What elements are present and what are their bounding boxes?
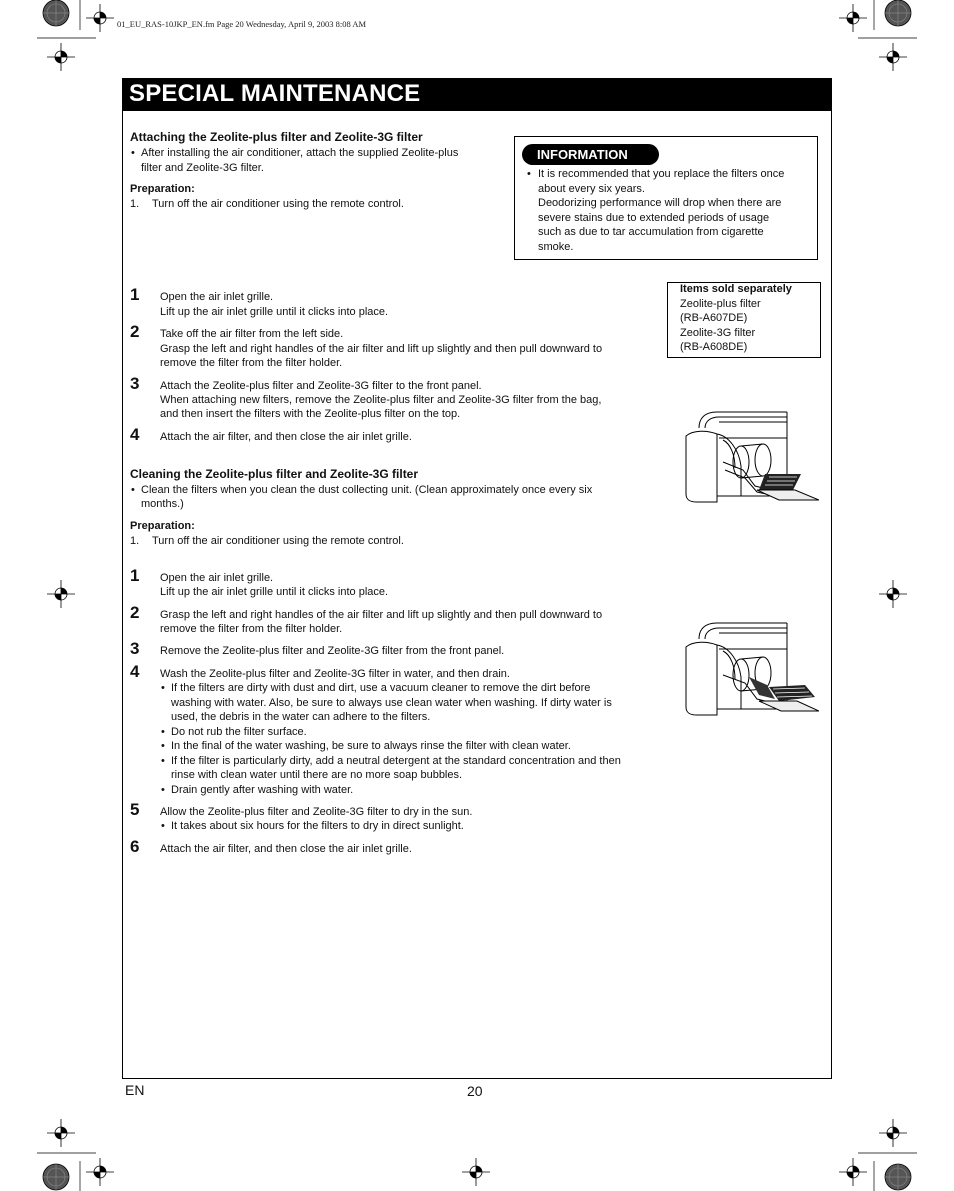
registration-circle-icon <box>885 1164 911 1190</box>
crosshair-icon <box>47 580 75 608</box>
section1-intro-line: After installing the air conditioner, attach the supplied Zeolite-plus <box>141 147 459 159</box>
info-line: smoke. <box>538 241 574 253</box>
info-line: severe stains due to extended periods of usage <box>538 212 770 224</box>
crosshair-icon <box>47 1119 75 1147</box>
info-line: It is recommended that you replace the filters once <box>538 168 785 180</box>
step-text: and then insert the filters with the Zeolite-plus filter on the top. <box>160 408 461 420</box>
bullet-glyph: • <box>527 168 531 180</box>
step-bullet-text: rinse with clean water until there are no more soap bubbles. <box>171 769 463 781</box>
step-bullet-text: If the filter is particularly dirty, add a neutral detergent at the standard concentration and then <box>171 755 621 767</box>
bullet-glyph: • <box>161 784 165 796</box>
section1-prep-text: Turn off the air conditioner using the remote control. <box>152 198 404 210</box>
step-number: 3 <box>130 639 140 658</box>
step-text: Attach the air filter, and then close the air inlet grille. <box>160 431 412 443</box>
items-sold-heading: Items sold separately <box>680 283 792 295</box>
step-text: Attach the Zeolite-plus filter and Zeolite-3G filter to the front panel. <box>160 380 482 392</box>
bullet-glyph: • <box>131 147 135 159</box>
crosshair-icon <box>86 1158 114 1186</box>
crosshair-icon <box>839 4 867 32</box>
step-text: Open the air inlet grille. <box>160 291 274 303</box>
bullet-glyph: • <box>131 484 135 496</box>
section2-intro-line: Clean the filters when you clean the dust collecting unit. (Clean approximately once every six <box>141 484 593 496</box>
file-header: 01_EU_RAS-10JKP_EN.fm Page 20 Wednesday, April 9, 2003 8:08 AM <box>117 19 367 29</box>
section1-intro-line: filter and Zeolite-3G filter. <box>141 162 264 174</box>
page-number: 20 <box>467 1083 483 1099</box>
step-number: 4 <box>130 425 140 444</box>
step-number: 2 <box>130 322 140 341</box>
bullet-glyph: • <box>161 682 165 694</box>
step-text: Attach the air filter, and then close the air inlet grille. <box>160 843 412 855</box>
bullet-glyph: • <box>161 726 165 738</box>
crosshair-icon <box>86 4 114 32</box>
step-text: remove the filter from the filter holder. <box>160 623 343 635</box>
step-bullet-text: used, the debris in the water can adhere to the filters. <box>171 711 431 723</box>
step-number: 4 <box>130 662 140 681</box>
step-number: 1 <box>130 285 140 304</box>
step-number: 2 <box>130 603 140 622</box>
crosshair-icon <box>47 43 75 71</box>
crosshair-icon <box>462 1158 490 1186</box>
registration-circle-icon <box>43 1164 69 1190</box>
step-text: Take off the air filter from the left side. <box>160 328 344 340</box>
bullet-glyph: • <box>161 820 165 832</box>
step-text: Lift up the air inlet grille until it clicks into place. <box>160 586 389 598</box>
air-conditioner-illustration <box>683 410 819 504</box>
section1-prep-label: Preparation: <box>130 183 195 195</box>
language-code: EN <box>125 1082 145 1098</box>
items-sold-line: Zeolite-3G filter <box>680 327 756 339</box>
crosshair-icon <box>879 43 907 71</box>
crosshair-icon <box>879 580 907 608</box>
info-line: Deodorizing performance will drop when there are <box>538 197 782 209</box>
title-bar <box>122 78 832 111</box>
step-text: Wash the Zeolite-plus filter and Zeolite-3G filter in water, and then drain. <box>160 668 510 680</box>
step-text: Grasp the left and right handles of the air filter and lift up slightly and then pull downward to <box>160 609 603 621</box>
step-bullet-text: Do not rub the filter surface. <box>171 726 307 738</box>
step-number: 6 <box>130 837 140 856</box>
page-title: SPECIAL MAINTENANCE <box>129 80 421 107</box>
crosshair-icon <box>879 1119 907 1147</box>
step-number: 3 <box>130 374 140 393</box>
section2-intro-line: months.) <box>141 498 184 510</box>
step-number: 1 <box>130 566 140 585</box>
step-bullet-text: It takes about six hours for the filters to dry in direct sunlight. <box>171 820 464 832</box>
info-line: about every six years. <box>538 183 645 195</box>
registration-circle-icon <box>885 0 911 26</box>
section2-heading: Cleaning the Zeolite-plus filter and Zeolite-3G filter <box>130 467 419 481</box>
step-text: Allow the Zeolite-plus filter and Zeolite-3G filter to dry in the sun. <box>160 806 473 818</box>
air-conditioner-illustration <box>683 621 819 717</box>
items-sold-line: Zeolite-plus filter <box>680 298 761 310</box>
step-text: Remove the Zeolite-plus filter and Zeolite-3G filter from the front panel. <box>160 645 505 657</box>
crosshair-icon <box>839 1158 867 1186</box>
step-text: Open the air inlet grille. <box>160 572 274 584</box>
section2-prep-num: 1. <box>130 535 140 547</box>
section1-heading: Attaching the Zeolite-plus filter and Zeolite-3G filter <box>130 130 423 144</box>
step-bullet-text: If the filters are dirty with dust and dirt, use a vacuum cleaner to remove the dirt before <box>171 682 591 694</box>
bullet-glyph: • <box>161 740 165 752</box>
registration-circle-icon <box>43 0 69 26</box>
info-line: such as due to tar accumulation from cigarette <box>538 226 764 238</box>
step-text: Lift up the air inlet grille until it clicks into place. <box>160 306 389 318</box>
step-bullet-text: Drain gently after washing with water. <box>171 784 354 796</box>
step-number: 5 <box>130 800 140 819</box>
bullet-glyph: • <box>161 755 165 767</box>
section1-prep-num: 1. <box>130 198 140 210</box>
step-bullet-text: washing with water. Also, be sure to always use clean water when washing. If dirty water is <box>171 697 612 709</box>
information-label: INFORMATION <box>522 144 659 165</box>
items-sold-line: (RB-A607DE) <box>680 312 748 324</box>
section2-prep-label: Preparation: <box>130 520 195 532</box>
step-text: Grasp the left and right handles of the air filter and lift up slightly and then pull downward to <box>160 343 603 355</box>
items-sold-line: (RB-A608DE) <box>680 341 748 353</box>
section2-prep-text: Turn off the air conditioner using the remote control. <box>152 535 404 547</box>
step-bullet-text: In the final of the water washing, be sure to always rinse the filter with clean water. <box>171 740 571 752</box>
step-text: When attaching new filters, remove the Zeolite-plus filter and Zeolite-3G filter from the bag, <box>160 394 602 406</box>
step-text: remove the filter from the filter holder. <box>160 357 343 369</box>
